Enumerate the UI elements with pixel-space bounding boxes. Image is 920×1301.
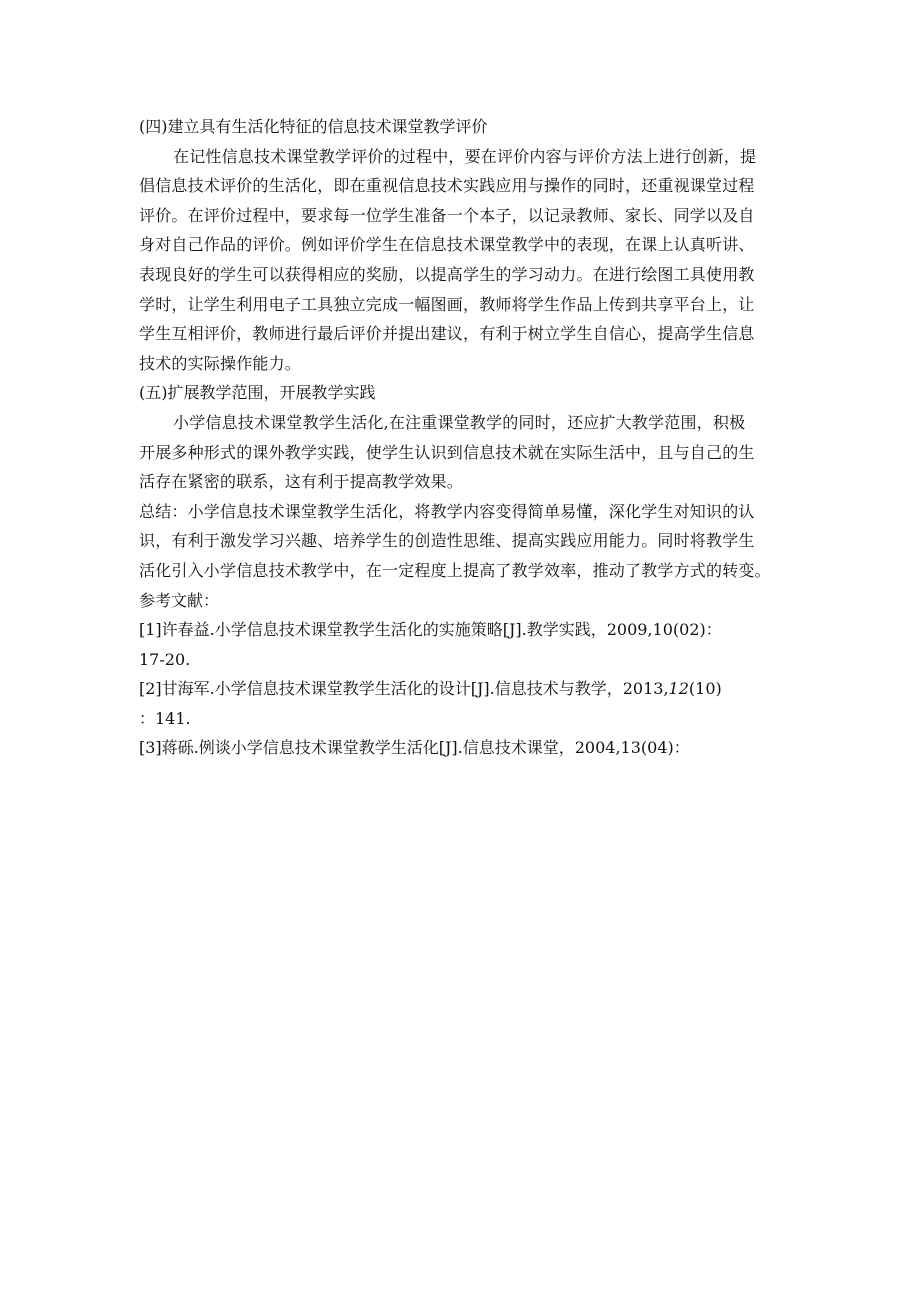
section-5-line: 活存在紧密的联系，这有利于提高教学效果。 (139, 472, 464, 492)
section-5-line: 开展多种形式的课外教学实践，使学生认识到信息技术就在实际生活中，且与自己的生 (139, 442, 755, 462)
section-4-line: 评价。在评价过程中，要求每一位学生准备一个本子，以记录教师、家长、同学以及自 (139, 205, 755, 225)
references-heading: 参考文献： (139, 590, 220, 610)
section-4-line: 在记性信息技术课堂教学评价的过程中，要在评价内容与评价方法上进行创新，提 (173, 146, 757, 166)
reference-2-text: [2]甘海军.小学信息技术课堂教学生活化的设计[J].信息技术与教学，2013, (139, 679, 669, 699)
section-4-line: 技术的实际操作能力。 (139, 353, 302, 373)
section-4-line: 身对自己作品的评价。例如评价学生在信息技术课堂教学中的表现，在课上认真听讲、 (139, 235, 755, 255)
section-5-heading: (五)扩展教学范围，开展教学实践 (139, 383, 376, 403)
reference-1-line-2: 17-20. (139, 649, 191, 669)
section-4-line: 学生互相评价，教师进行最后评价并提出建议，有利于树立学生自信心，提高学生信息 (139, 324, 755, 344)
reference-2-line-2: ：141. (139, 708, 191, 728)
references-list (139, 586, 791, 764)
summary-line: 识，有利于激发学习兴趣、培养学生的创造性思维、提高实践应用能力。同时将教学生 (139, 531, 755, 551)
section-4-heading: (四)建立具有生活化特征的信息技术课堂教学评价 (139, 117, 488, 136)
reference-2-issue: (10) (688, 679, 722, 699)
section-4-line: 学时，让学生利用电子工具独立完成一幅图画，教师将学生作品上传到共享平台上，让 (139, 294, 755, 314)
reference-1-line-1: [1]许春益.小学信息技术课堂教学生活化的实施策略[J].教学实践，2009,10(02)： (139, 620, 722, 640)
summary-line: 总结：小学信息技术课堂教学生活化，将教学内容变得简单易懂，深化学生对知识的认 (139, 501, 755, 521)
section-4-line: 倡信息技术评价的生活化，即在重视信息技术实践应用与操作的同时，还重视课堂过程 (139, 176, 755, 196)
section-5-line: 小学信息技术课堂教学生活化,在注重课堂教学的同时，还应扩大教学范围，积极 (173, 412, 746, 432)
summary-line: 活化引入小学信息技术教学中，在一定程度上提高了教学效率，推动了教学方式的转变。 (139, 560, 771, 580)
reference-2-volume: 12 (668, 679, 689, 699)
section-4-line: 表现良好的学生可以获得相应的奖励，以提高学生的学习动力。在进行绘图工具使用教 (139, 264, 755, 284)
document-body (139, 112, 791, 763)
reference-2-line-1 (139, 674, 791, 704)
reference-3-line-1: [3]蒋砾.例谈小学信息技术课堂教学生活化[J].信息技术课堂，2004,13(04)： (139, 738, 690, 758)
